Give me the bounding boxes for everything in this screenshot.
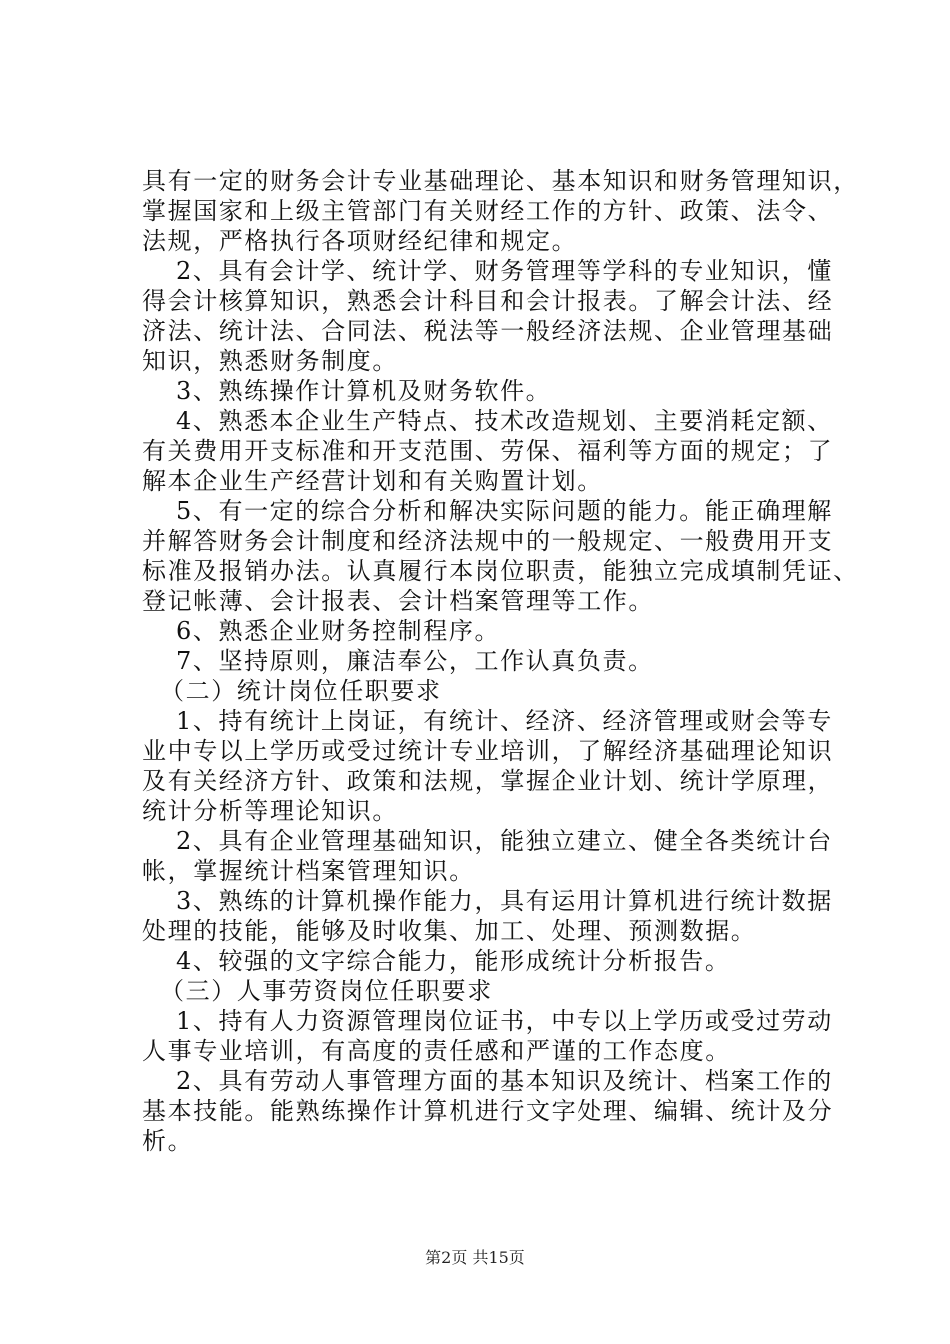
text-line: 4、熟悉本企业生产特点、技术改造规划、主要消耗定额、 xyxy=(176,407,833,435)
text-line: 登记帐薄、会计报表、会计档案管理等工作。 xyxy=(142,587,654,615)
text-line: 有关费用开支标准和开支范围、劳保、福利等方面的规定；了 xyxy=(142,437,834,465)
text-line: 及有关经济方针、政策和法规，掌握企业计划、统计学原理， xyxy=(142,767,834,795)
text-line: 2、具有劳动人事管理方面的基本知识及统计、档案工作的 xyxy=(176,1067,833,1095)
section-heading: （三）人事劳资岗位任职要求 xyxy=(160,977,493,1005)
text-line: 得会计核算知识，熟悉会计科目和会计报表。了解会计法、经 xyxy=(142,287,834,315)
text-line: 解本企业生产经营计划和有关购置计划。 xyxy=(142,467,603,495)
text-line: 7、坚持原则，廉洁奉公，工作认真负责。 xyxy=(176,647,654,675)
text-line: 人事专业培训，有高度的责任感和严谨的工作态度。 xyxy=(142,1037,731,1065)
text-line: 处理的技能，能够及时收集、加工、处理、预测数据。 xyxy=(142,917,757,945)
text-line: 2、具有企业管理基础知识，能独立建立、健全各类统计台 xyxy=(176,827,833,855)
text-line: 具有一定的财务会计专业基础理论、基本知识和财务管理知识， xyxy=(142,167,859,195)
text-line: 3、熟练操作计算机及财务软件。 xyxy=(176,377,552,405)
text-line: 统计分析等理论知识。 xyxy=(142,797,398,825)
text-line: 1、持有统计上岗证，有统计、经济、经济管理或财会等专 xyxy=(176,707,833,735)
text-line: 6、熟悉企业财务控制程序。 xyxy=(176,617,501,645)
section-heading: （二）统计岗位任职要求 xyxy=(160,677,442,705)
text-line: 掌握国家和上级主管部门有关财经工作的方针、政策、法令、 xyxy=(142,197,834,225)
document-body xyxy=(142,166,859,1156)
text-line: 析。 xyxy=(142,1127,194,1155)
text-line: 法规，严格执行各项财经纪律和规定。 xyxy=(142,227,578,255)
text-line: 业中专以上学历或受过统计专业培训，了解经济基础理论知识 xyxy=(142,737,834,765)
text-line: 3、熟练的计算机操作能力，具有运用计算机进行统计数据 xyxy=(176,887,833,915)
text-line: 并解答财务会计制度和经济法规中的一般规定、一般费用开支 xyxy=(142,527,834,555)
page-number: 第2页 共15页 xyxy=(425,1248,525,1267)
text-line: 帐，掌握统计档案管理知识。 xyxy=(142,857,475,885)
text-line: 知识，熟悉财务制度。 xyxy=(142,347,398,375)
text-line: 4、较强的文字综合能力，能形成统计分析报告。 xyxy=(176,947,731,975)
text-line: 济法、统计法、合同法、税法等一般经济法规、企业管理基础 xyxy=(142,317,834,345)
text-line: 标准及报销办法。认真履行本岗位职责，能独立完成填制凭证、 xyxy=(142,557,859,585)
text-line: 基本技能。能熟练操作计算机进行文字处理、编辑、统计及分 xyxy=(142,1097,834,1125)
text-line: 5、有一定的综合分析和解决实际问题的能力。能正确理解 xyxy=(176,497,833,525)
text-line: 1、持有人力资源管理岗位证书，中专以上学历或受过劳动 xyxy=(176,1007,833,1035)
text-line: 2、具有会计学、统计学、财务管理等学科的专业知识，懂 xyxy=(176,257,833,285)
